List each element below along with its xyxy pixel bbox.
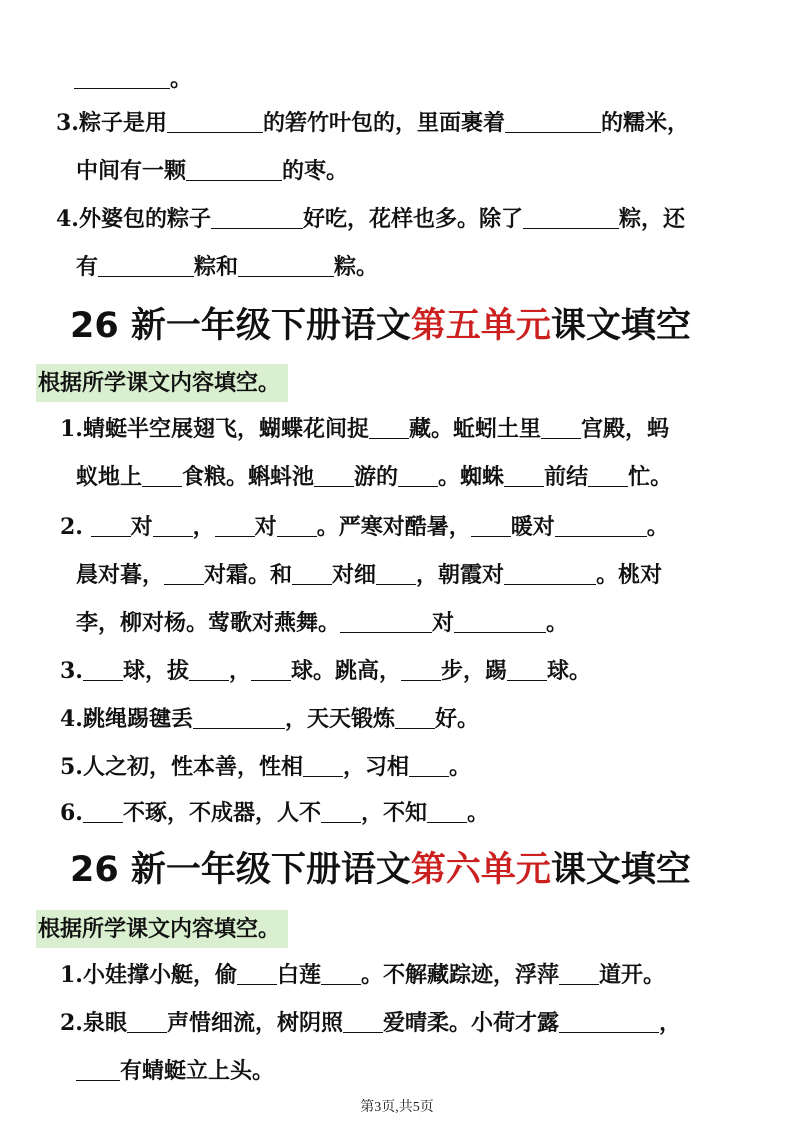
fill-item-4-cont: 有 粽和 粽。 [76,254,379,280]
answer-blank[interactable] [74,66,170,89]
answer-blank[interactable] [343,1010,383,1033]
answer-blank[interactable] [91,514,131,537]
answer-blank[interactable] [504,562,596,585]
answer-blank[interactable] [427,800,467,823]
answer-blank[interactable] [454,610,546,633]
answer-blank[interactable] [83,658,123,681]
answer-blank[interactable] [395,706,435,729]
answer-blank[interactable] [376,562,416,585]
unit5-q3: 3. 球，拔 ， 球。跳高， 步，踢 球。 [60,658,592,684]
answer-blank[interactable] [507,658,547,681]
answer-blank[interactable] [186,158,282,181]
answer-blank[interactable] [369,416,409,439]
answer-blank[interactable] [555,514,647,537]
unit5-q2: 2. 对 ， 对 。严寒对酷暑， 暖对 。 [60,514,669,540]
answer-blank[interactable] [504,464,544,487]
unit6-q1: 1.小娃撑小艇，偷 白莲 。不解藏踪迹，浮萍 道开。 [60,962,666,988]
answer-blank[interactable] [277,514,317,537]
answer-blank[interactable] [401,658,441,681]
answer-blank[interactable] [303,754,343,777]
answer-blank[interactable] [471,514,511,537]
answer-blank[interactable] [127,1010,167,1033]
answer-blank[interactable] [164,562,204,585]
answer-blank[interactable] [321,800,361,823]
page-footer: 第3页,共5页 [360,1100,434,1115]
answer-blank[interactable] [541,416,581,439]
unit5-title: 26 新一年级下册语文第五单元课文填空 [70,306,691,346]
answer-blank[interactable] [76,1058,120,1081]
continuation-line: 。 [74,64,192,94]
answer-blank[interactable] [505,110,601,133]
answer-blank[interactable] [314,464,354,487]
fill-item-4: 4.外婆包的粽子 好吃，花样也多。除了 粽，还 [56,206,686,232]
answer-blank[interactable] [251,658,291,681]
answer-blank[interactable] [211,206,303,229]
unit5-q2-cont2: 李，柳对杨。莺歌对燕舞。 对 。 [76,610,569,636]
answer-blank[interactable] [83,800,123,823]
answer-blank[interactable] [142,464,182,487]
unit5-q2-cont1: 晨对暮， 对霜。和 对细 ，朝霞对 。桃对 [76,562,663,588]
answer-blank[interactable] [321,962,361,985]
unit6-q2-cont: 有蜻蜓立上头。 [76,1056,274,1086]
answer-blank[interactable] [238,254,334,277]
unit5-q5: 5.人之初，性本善，性相 ，习相 。 [60,754,472,780]
unit5-q4: 4.跳绳踢毽丢 ，天天锻炼 好。 [60,706,480,732]
unit6-q2: 2.泉眼 声惜细流，树阴照 爱晴柔。小荷才露 ， [60,1010,682,1036]
fill-item-3-cont: 中间有一颗 的枣。 [76,158,349,184]
unit5-q1-cont: 蚁地上 食粮。蝌蚪池 游的 。蜘蛛 前结 忙。 [76,464,673,490]
answer-blank[interactable] [559,1010,659,1033]
answer-blank[interactable] [98,254,194,277]
answer-blank[interactable] [193,706,285,729]
answer-blank[interactable] [523,206,619,229]
unit5-q6: 6. 不琢，不成器，人不 ，不知 。 [60,800,490,826]
answer-blank[interactable] [292,562,332,585]
answer-blank[interactable] [588,464,628,487]
answer-blank[interactable] [409,754,449,777]
answer-blank[interactable] [237,962,277,985]
unit6-title: 26 新一年级下册语文第六单元课文填空 [70,850,691,890]
answer-blank[interactable] [215,514,255,537]
answer-blank[interactable] [189,658,229,681]
answer-blank[interactable] [340,610,432,633]
answer-blank[interactable] [153,514,193,537]
fill-item-3: 3.粽子是用 的箬竹叶包的，里面裹着 的糯米， [56,110,690,136]
answer-blank[interactable] [167,110,263,133]
unit5-q1: 1.蜻蜓半空展翅飞，蝴蝶花间捉 藏。蚯蚓土里 宫殿，蚂 [60,416,670,442]
answer-blank[interactable] [559,962,599,985]
unit5-instruction: 根据所学课文内容填空。 [36,364,288,402]
answer-blank[interactable] [398,464,438,487]
unit6-instruction: 根据所学课文内容填空。 [36,910,288,948]
